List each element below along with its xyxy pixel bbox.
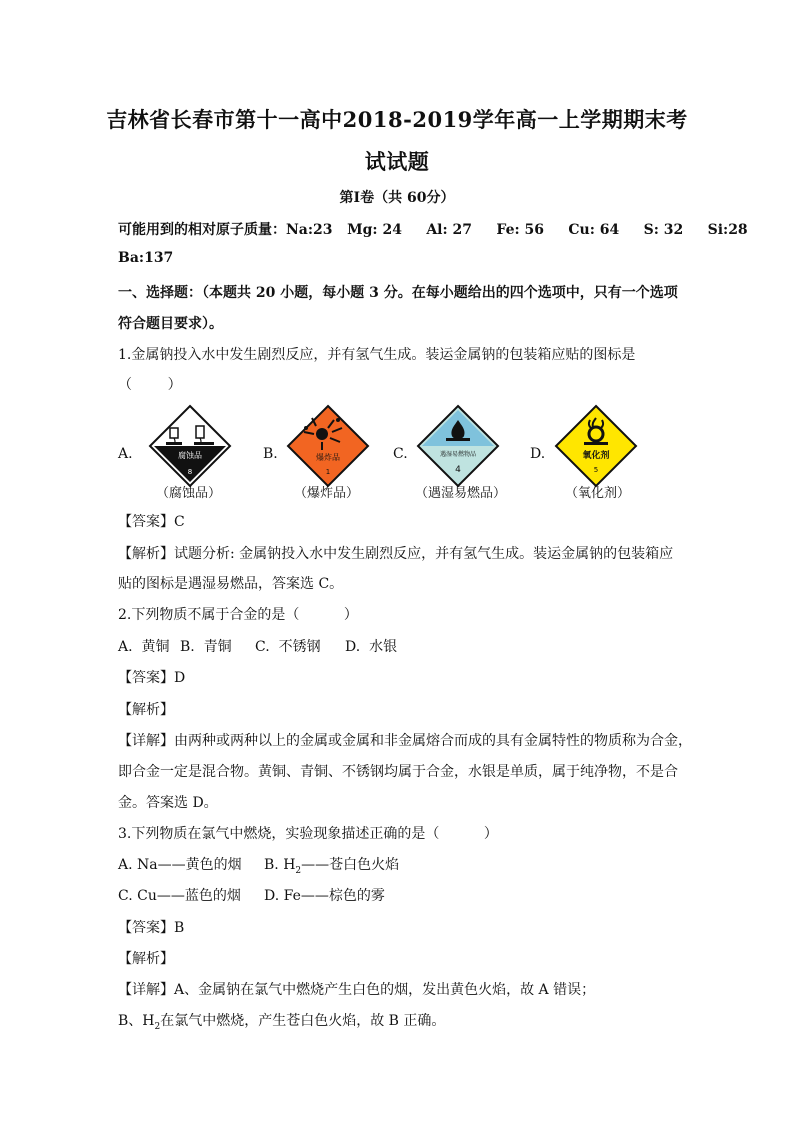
q2-detail-line3: 金。答案选 D。 bbox=[118, 795, 218, 811]
option-b-sign-text: 爆炸品 bbox=[316, 453, 340, 462]
corrosive-sign-icon bbox=[148, 404, 232, 488]
dangerous-when-wet-sign-icon bbox=[416, 404, 500, 488]
q3-option-d: D. Fe——棕色的雾 bbox=[264, 888, 385, 904]
q3-detail-line1: 【详解】A、金属钠在氯气中燃烧产生白色的烟，发出黄色火焰，故 A 错误； bbox=[118, 982, 596, 998]
atomic-masses-line2: Ba:137 bbox=[118, 250, 174, 266]
part1-instructions-line2: 符合题目要求）。 bbox=[118, 316, 223, 332]
q3-option-a: A. Na——黄色的烟 bbox=[118, 857, 242, 873]
q3-option-b-subscript: 2 bbox=[295, 865, 302, 876]
q1-answer: 【答案】C bbox=[118, 514, 185, 530]
q3-option-b-prefix: B. H bbox=[264, 857, 296, 873]
q1-analysis-line2: 贴的图标是遇湿易燃品，答案选 C。 bbox=[118, 576, 344, 592]
q2-option-c: C. 不锈钢 bbox=[255, 639, 321, 655]
q2-analysis-heading: 【解析】 bbox=[118, 702, 174, 718]
q1-analysis-line1: 【解析】试题分析: 金属钠投入水中发生剧烈反应，并有氢气生成。装运金属钠的包装箱应 bbox=[118, 546, 674, 562]
section-heading: 第Ⅰ卷（共 60分） bbox=[339, 190, 455, 206]
option-c-sign-text: 遇湿易燃物品 bbox=[439, 451, 477, 458]
option-c-caption: （遇湿易燃品） bbox=[415, 486, 507, 501]
option-b-class-number: 1 bbox=[325, 468, 331, 476]
q3-detail-line2-subscript: 2 bbox=[154, 1021, 161, 1032]
option-d-letter: D. bbox=[530, 446, 546, 462]
q2-detail-line1: 【详解】由两种或两种以上的金属或金属和非金属熔合而成的具有金属特性的物质称为合金， bbox=[118, 733, 692, 749]
q3-detail-line2 bbox=[118, 1010, 445, 1032]
q1-stem: 1.金属钠投入水中发生剧烈反应，并有氢气生成。装运金属钠的包装箱应贴的图标是 bbox=[118, 347, 636, 363]
q1-paren: （ ） bbox=[118, 377, 182, 393]
q3-detail-line2-suffix: 在氯气中燃烧，产生苍白色火焰，故 B 正确。 bbox=[160, 1013, 446, 1029]
q3-option-b-suffix: ——苍白色火焰 bbox=[301, 857, 400, 873]
option-b-letter: B. bbox=[263, 446, 278, 462]
option-b-caption: （爆炸品） bbox=[294, 486, 360, 501]
q3-answer: 【答案】B bbox=[118, 920, 185, 936]
q3-stem: 3.下列物质在氯气中燃烧，实验现象描述正确的是（ ） bbox=[118, 826, 498, 842]
q2-option-a: A. 黄铜 bbox=[118, 639, 170, 655]
option-d-sign-text: 氧化剂 bbox=[582, 451, 610, 461]
q2-stem: 2.下列物质不属于合金的是（ ） bbox=[118, 607, 358, 623]
atomic-masses-line1: 可能用到的相对原子质量：Na:23 Mg: 24 Al: 27 Fe: 56 Cu: 64 S: 32 Si:28 bbox=[118, 222, 748, 238]
q2-option-b: B. 青铜 bbox=[180, 639, 232, 655]
q2-options bbox=[118, 636, 397, 656]
option-d-caption: （氧化剂） bbox=[565, 486, 631, 501]
option-c-letter: C. bbox=[393, 446, 408, 462]
q3-analysis-heading: 【解析】 bbox=[118, 951, 174, 967]
option-a-class-number: 8 bbox=[187, 468, 193, 476]
document-title-line2: 试试题 bbox=[364, 149, 430, 174]
q1-hazard-signs bbox=[118, 404, 698, 504]
oxidizer-sign-icon bbox=[554, 404, 638, 488]
option-a-letter: A. bbox=[118, 446, 133, 462]
q2-option-d: D. 水银 bbox=[345, 639, 398, 655]
q3-option-b bbox=[264, 854, 399, 876]
option-c-class-number: 4 bbox=[455, 465, 461, 475]
explosive-sign-icon bbox=[286, 404, 370, 488]
option-a-sign-text: 腐蚀品 bbox=[178, 451, 202, 460]
q2-detail-line2: 即合金一定是混合物。黄铜、青铜、不锈钢均属于合金，水银是单质，属于纯净物，不是合 bbox=[118, 764, 678, 780]
q3-options-row2 bbox=[118, 885, 385, 905]
q2-answer: 【答案】D bbox=[118, 670, 186, 686]
option-a-caption: （腐蚀品） bbox=[156, 486, 222, 501]
part1-instructions-line1: 一、选择题：（本题共 20 小题，每小题 3 分。在每小题给出的四个选项中，只有一个选项 bbox=[118, 285, 678, 301]
q3-option-c: C. Cu——蓝色的烟 bbox=[118, 888, 241, 904]
q3-detail-line2-prefix: B、H bbox=[118, 1013, 155, 1029]
q3-options-row1 bbox=[118, 854, 399, 876]
option-d-class-number: 5 bbox=[593, 466, 599, 474]
document-title-line1: 吉林省长春市第十一高中2018-2019学年高一上学期期末考 bbox=[106, 107, 688, 132]
